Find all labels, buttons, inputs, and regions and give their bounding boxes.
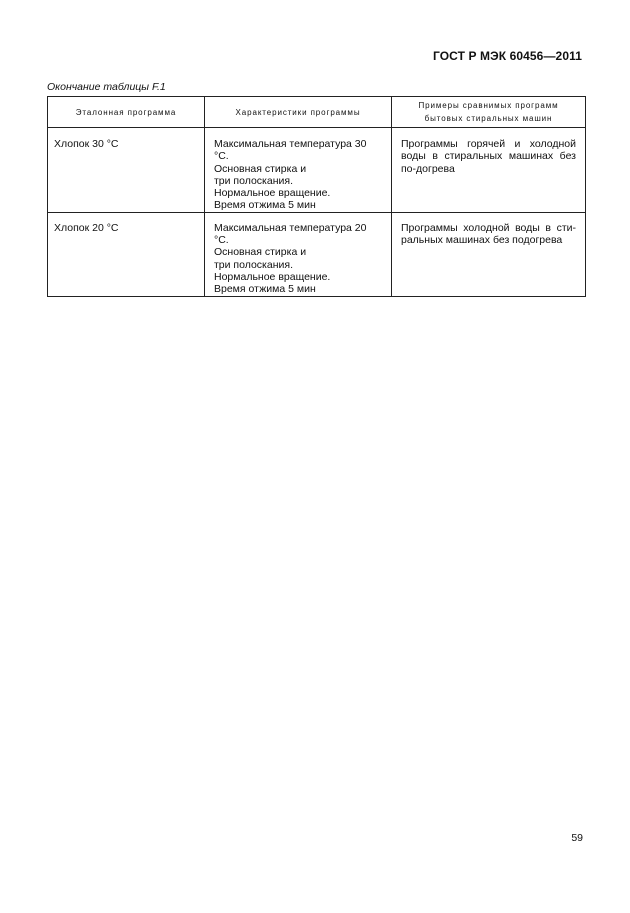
characteristic-line: Время отжима 5 мин: [214, 283, 316, 296]
characteristic-line: Время отжима 5 мин: [214, 199, 316, 212]
reference-program-cell: Хлопок 30 °С: [48, 128, 205, 213]
table-row: [48, 212, 586, 296]
characteristics-cell: [205, 212, 392, 296]
characteristic-line: Нормальное вращение.: [214, 187, 331, 200]
characteristic-line: три полоскания.: [214, 174, 293, 187]
header-program-characteristics: Характеристики программы: [205, 97, 392, 128]
table-row: [48, 128, 586, 213]
characteristic-line: Максимальная температура 20 °С.: [214, 221, 367, 247]
page-number: 59: [571, 832, 583, 844]
table-caption: Окончание таблицы F.1: [47, 81, 166, 93]
characteristic-line: Нормальное вращение.: [214, 270, 331, 283]
header-reference-program: Эталонная программа: [48, 97, 205, 128]
reference-program-cell: Хлопок 20 °С: [48, 212, 205, 296]
characteristic-line: три полоскания.: [214, 258, 293, 271]
program-table: [47, 96, 586, 297]
characteristic-line: Основная стирка и: [214, 162, 307, 175]
characteristic-line: Основная стирка и: [214, 246, 307, 259]
examples-cell: Программы холодной воды в сти-ральных машинах без подогрева: [392, 212, 586, 296]
standard-code: ГОСТ Р МЭК 60456—2011: [432, 49, 582, 63]
characteristic-line: Максимальная температура 30 °С.: [214, 138, 367, 163]
header-comparable-programs: Примеры сравнимых программ бытовых стиральных машин: [392, 97, 586, 128]
characteristics-cell: [205, 128, 392, 213]
table-header-row: [48, 97, 586, 128]
examples-cell: Программы горячей и холодной воды в стиральных машинах без по-догрева: [392, 128, 586, 213]
